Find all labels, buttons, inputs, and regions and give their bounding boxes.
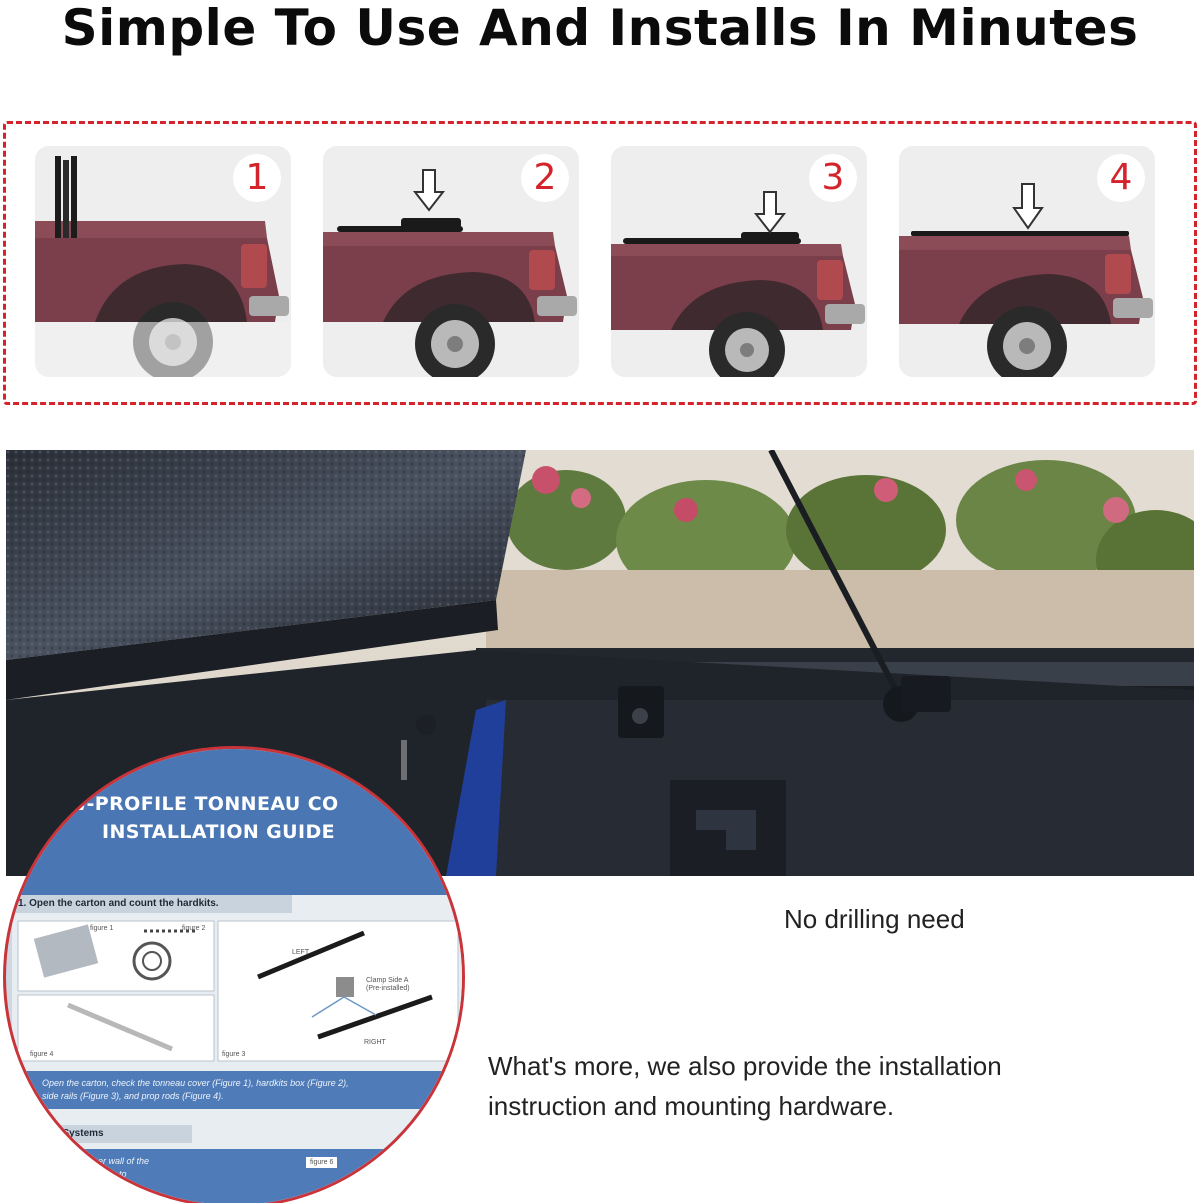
more-info-caption: What's more, we also provide the installation instruction and mounting hardware.: [488, 1051, 1002, 1121]
guide-note-line-1: Open the carton, check the tonneau cover (Figure 1), hardkits box (Figure 2),: [42, 1078, 349, 1088]
left-label: LEFT: [292, 949, 310, 956]
right-label: RIGHT: [364, 1039, 386, 1046]
clamp-sub-label: (Pre-installed): [366, 985, 410, 992]
figure-6-label: figure 6: [306, 1157, 337, 1168]
guide-step-1: 1. Open the carton and count the hardkits.: [12, 895, 292, 913]
figure-3-label: figure 3: [222, 1051, 246, 1058]
figure-4-label: figure 4: [30, 1051, 54, 1058]
clamp-label: Clamp Side A: [366, 977, 409, 984]
step-card-4: [899, 146, 1155, 377]
guide-title-line-1: W-PROFILE TONNEAU CO: [66, 793, 339, 815]
figure-2-label: figure 2: [182, 925, 206, 932]
guide-note-2: [12, 1149, 464, 1203]
step-number-4: 4: [1097, 154, 1145, 202]
guide-note-line-2: side rails (Figure 3), and prop rods (Figure 4).: [42, 1091, 224, 1101]
guide-step-2: lling Rail Systems: [12, 1125, 192, 1143]
figure-1-label: figure 1: [90, 925, 114, 932]
guide-figures: [12, 917, 464, 1067]
step-number-2: 2: [521, 154, 569, 202]
no-drilling-caption: No drilling need: [784, 904, 965, 934]
step-number-1: 1: [233, 154, 281, 202]
step-number-3: 3: [809, 154, 857, 202]
page-title: Simple To Use And Installs In Minutes: [61, 0, 1139, 57]
guide-title-line-2: INSTALLATION GUIDE: [102, 821, 336, 843]
step-card-1: [35, 146, 291, 377]
guide-fragment-2: side rails are close to: [42, 1169, 127, 1179]
guide-fragment-1: ides of the inner wall of the: [42, 1156, 150, 1166]
guide-note: [12, 1071, 464, 1109]
step-card-3: [611, 146, 867, 377]
step-card-2: [323, 146, 579, 377]
installation-guide-zoom: [3, 746, 465, 1203]
